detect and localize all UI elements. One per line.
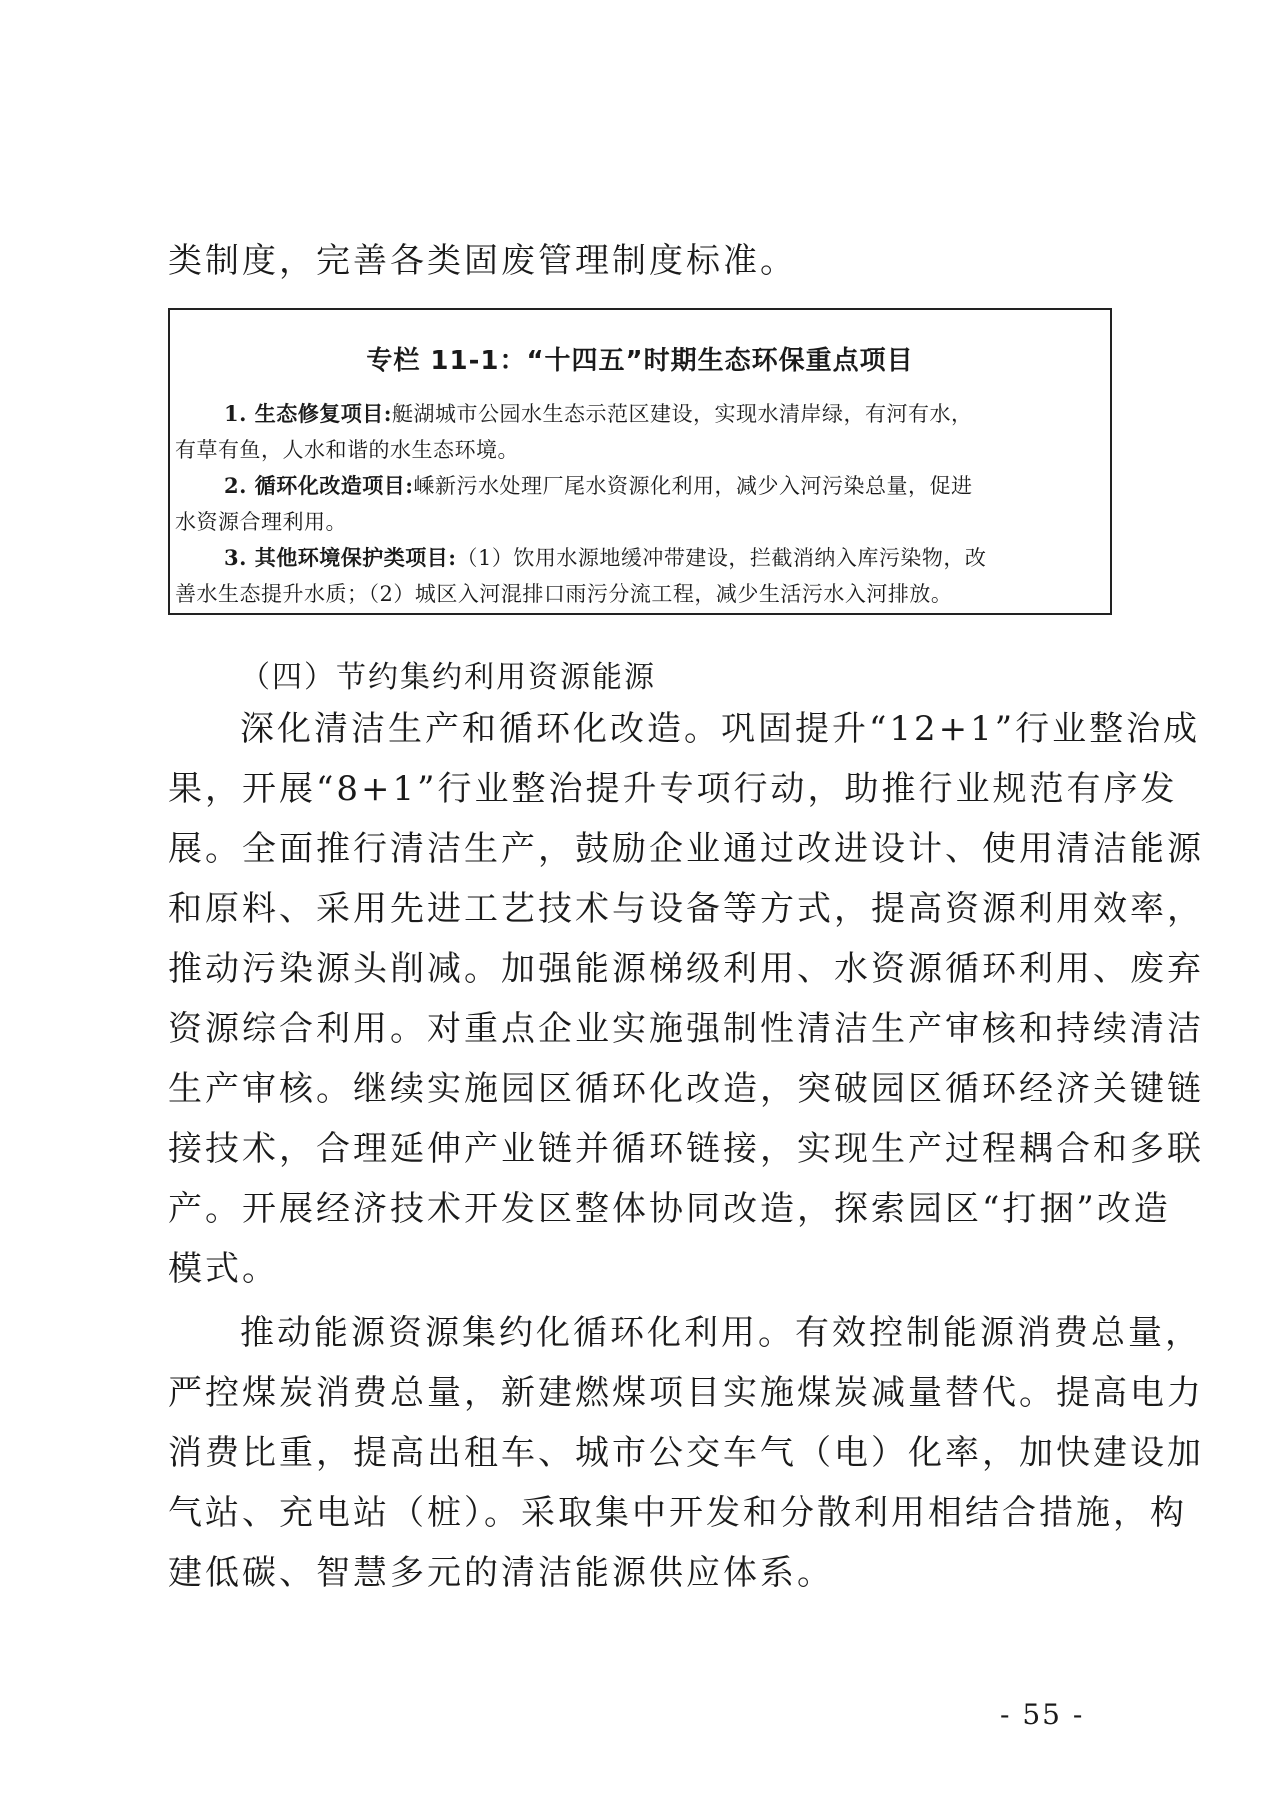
- column-item-1-line2: 有草有鱼，人水和谐的水生态环境。: [175, 438, 519, 462]
- paragraph1-line: 产。开展经济技术开发区整体协同改造，探索园区“打捆”改造: [168, 1189, 1171, 1229]
- paragraph1-line: 生产审核。继续实施园区循环化改造，突破园区循环经济关键链: [168, 1069, 1204, 1109]
- column-item-1-text: 艇湖城市公园水生态示范区建设，实现水清岸绿，有河有水，: [392, 402, 973, 426]
- paragraph1-line: 展。全面推行清洁生产，鼓励企业通过改进设计、使用清洁能源: [168, 829, 1204, 869]
- paragraph1-line: 和原料、采用先进工艺技术与设备等方式，提高资源利用效率，: [168, 889, 1204, 929]
- page-number: - 55 -: [1000, 1698, 1085, 1731]
- column-item-1-lead: 1. 生态修复项目:: [224, 401, 392, 426]
- paragraph2-line: 气站、充电站（桩）。采取集中开发和分散利用相结合措施，构: [168, 1493, 1187, 1533]
- paragraph1-line: 接技术，合理延伸产业链并循环链接，实现生产过程耦合和多联: [168, 1129, 1204, 1169]
- paragraph1-line: 果，开展“8+1”行业整治提升专项行动，助推行业规范有序发: [168, 769, 1178, 809]
- column-item-2-lead: 2. 循环化改造项目:: [224, 473, 414, 498]
- column-item-1-line1: [224, 398, 973, 428]
- intro-line: 类制度，完善各类固废管理制度标准。: [168, 241, 797, 281]
- paragraph2-line: 严控煤炭消费总量，新建燃煤项目实施煤炭减量替代。提高电力: [168, 1373, 1204, 1413]
- paragraph2-line: 建低碳、智慧多元的清洁能源供应体系。: [168, 1553, 834, 1593]
- column-item-3-line2: 善水生态提升水质；（2）城区入河混排口雨污分流工程，减少生活污水入河排放。: [175, 582, 953, 606]
- paragraph1-line: 资源综合利用。对重点企业实施强制性清洁生产审核和持续清洁: [168, 1009, 1204, 1049]
- project-column-box: [168, 308, 1112, 615]
- column-item-3-lead: 3. 其他环境保护类项目:: [224, 545, 457, 570]
- paragraph1-line: 模式。: [168, 1249, 279, 1289]
- column-item-2-line2: 水资源合理利用。: [175, 510, 347, 534]
- paragraph1-line: 推动污染源头削减。加强能源梯级利用、水资源循环利用、废弃: [168, 949, 1204, 989]
- column-item-3-text: （1）饮用水源地缓冲带建设，拦截消纳入库污染物，改: [456, 546, 987, 570]
- column-item-3-line1: [224, 542, 986, 572]
- paragraph2-line: 消费比重，提高出租车、城市公交车气（电）化率，加快建设加: [168, 1433, 1204, 1473]
- section-heading: （四）节约集约利用资源能源: [240, 660, 656, 695]
- column-item-2-line1: [224, 470, 973, 500]
- paragraph2-line: 推动能源资源集约化循环化利用。有效控制能源消费总量，: [240, 1313, 1202, 1353]
- column-title: 专栏 11-1：“十四五”时期生态环保重点项目: [366, 346, 914, 376]
- paragraph1-line: 深化清洁生产和循环化改造。巩固提升“12+1”行业整治成: [240, 709, 1201, 749]
- column-item-2-text: 嵊新污水处理厂尾水资源化利用，减少入河污染总量，促进: [413, 474, 973, 498]
